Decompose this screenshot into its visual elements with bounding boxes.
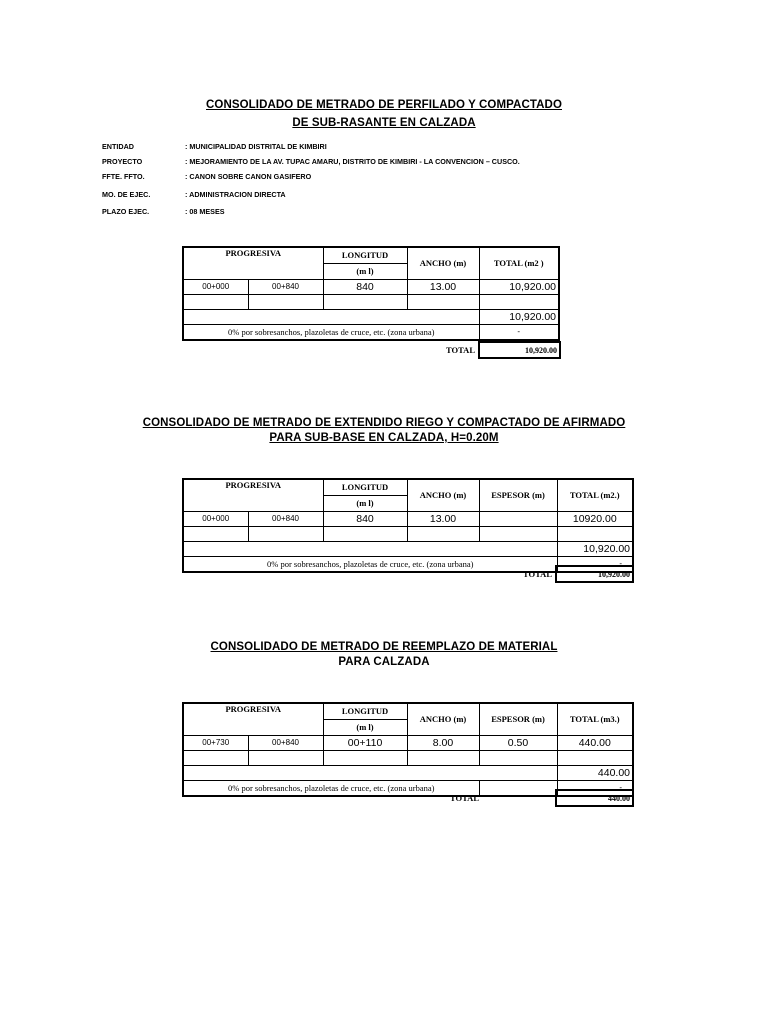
note-text: 0% por sobresanchos, plazoletas de cruce, etc. (zona urbana) xyxy=(183,556,557,572)
total-value: 440.00 xyxy=(556,790,633,806)
table-row xyxy=(183,279,559,294)
header-ancho: ANCHO (m) xyxy=(407,703,479,735)
total-row-afirmado xyxy=(182,565,634,583)
note-value: - xyxy=(557,780,633,796)
entidad-value: : MUNICIPALIDAD DISTRITAL DE KIMBIRI xyxy=(185,142,327,151)
cell-ancho: 13.00 xyxy=(407,279,479,294)
cell-total: 440.00 xyxy=(557,735,633,750)
plazo-label: PLAZO EJEC. xyxy=(102,207,150,216)
cell-desde: 00+730 xyxy=(183,735,248,750)
cell-longitud: 840 xyxy=(323,279,407,294)
total-label: TOTAL xyxy=(446,345,475,355)
cell-hasta: 00+840 xyxy=(248,279,323,294)
header-total: TOTAL (m2 ) xyxy=(479,247,559,279)
total-value: 10,920.00 xyxy=(556,566,633,582)
section2-title-line2: PARA SUB-BASE EN CALZADA, H=0.20M xyxy=(269,432,499,444)
header-ancho: ANCHO (m) xyxy=(407,479,479,511)
section1-title-line1: CONSOLIDADO DE METRADO DE PERFILADO Y COMPACTADO xyxy=(206,99,562,111)
table-row-empty xyxy=(183,294,559,309)
proyecto-label: PROYECTO xyxy=(102,157,143,166)
header-ancho: ANCHO (m) xyxy=(407,247,479,279)
header-longitud-unit: (m l) xyxy=(323,719,407,735)
cell-longitud: 00+110 xyxy=(323,735,407,750)
section2-title-line1: CONSOLIDADO DE METRADO DE EXTENDIDO RIEGO Y COMPACTADO DE AFIRMADO xyxy=(142,417,626,429)
plazo-value: : 08 MESES xyxy=(185,207,225,216)
modo-value: : ADMINISTRACION DIRECTA xyxy=(185,190,286,199)
subtotal-value: 10,920.00 xyxy=(479,309,559,324)
header-longitud: LONGITUD xyxy=(323,247,407,263)
table-reemplazo xyxy=(182,702,634,797)
cell-desde: 00+000 xyxy=(183,279,248,294)
subtotal-value: 10,920.00 xyxy=(557,541,633,556)
total-row-reemplazo xyxy=(182,789,634,807)
total-label: TOTAL xyxy=(523,569,552,579)
total-row-perfilado xyxy=(182,341,561,359)
cell-total: 10920.00 xyxy=(557,511,633,526)
header-progresiva: PROGRESIVA xyxy=(183,703,323,719)
subtotal-row xyxy=(183,765,633,780)
header-longitud-unit: (m l) xyxy=(323,495,407,511)
total-label: TOTAL xyxy=(450,793,479,803)
table-perfilado xyxy=(182,246,560,341)
cell-espesor: 0.50 xyxy=(479,735,557,750)
cell-longitud: 840 xyxy=(323,511,407,526)
cell-ancho: 13.00 xyxy=(407,511,479,526)
header-espesor: ESPESOR (m) xyxy=(479,703,557,735)
subtotal-value: 440.00 xyxy=(557,765,633,780)
header-total: TOTAL (m2.) xyxy=(557,479,633,511)
header-longitud: LONGITUD xyxy=(323,479,407,495)
header-progresiva: PROGRESIVA xyxy=(183,247,323,263)
cell-hasta: 00+840 xyxy=(248,511,323,526)
subtotal-row xyxy=(183,541,633,556)
cell-desde: 00+000 xyxy=(183,511,248,526)
note-value: - xyxy=(557,556,633,572)
table-row xyxy=(183,735,633,750)
ffte-value: : CANON SOBRE CANON GASIFERO xyxy=(185,172,312,181)
ffte-label: FFTE. FFTO. xyxy=(102,172,145,181)
cell-espesor xyxy=(479,511,557,526)
header-longitud: LONGITUD xyxy=(323,703,407,719)
header-progresiva: PROGRESIVA xyxy=(183,479,323,495)
note-row xyxy=(183,324,559,340)
section3-title-line2: PARA CALZADA xyxy=(338,656,430,668)
total-value: 10,920.00 xyxy=(479,342,560,358)
note-value: - xyxy=(479,324,559,340)
note-text: 0% por sobresanchos, plazoletas de cruce, etc. (zona urbana) xyxy=(183,780,479,796)
subtotal-row xyxy=(183,309,559,324)
table-row-empty xyxy=(183,526,633,541)
note-text: 0% por sobresanchos, plazoletas de cruce, etc. (zona urbana) xyxy=(183,324,479,340)
table-row-empty xyxy=(183,750,633,765)
cell-ancho: 8.00 xyxy=(407,735,479,750)
header-espesor: ESPESOR (m) xyxy=(479,479,557,511)
proyecto-value: : MEJORAMIENTO DE LA AV. TUPAC AMARU, DISTRITO DE KIMBIRI - LA CONVENCION – CUSCO. xyxy=(185,157,520,166)
entidad-label: ENTIDAD xyxy=(102,142,134,151)
modo-label: MO. DE EJEC. xyxy=(102,190,151,199)
table-row xyxy=(183,511,633,526)
section3-title-line1: CONSOLIDADO DE METRADO DE REEMPLAZO DE MATERIAL xyxy=(210,641,558,653)
header-total: TOTAL (m3.) xyxy=(557,703,633,735)
header-longitud-unit: (m l) xyxy=(323,263,407,279)
cell-total: 10,920.00 xyxy=(479,279,559,294)
section1-title-line2: DE SUB-RASANTE EN CALZADA xyxy=(292,117,476,129)
cell-hasta: 00+840 xyxy=(248,735,323,750)
table-afirmado xyxy=(182,478,634,573)
